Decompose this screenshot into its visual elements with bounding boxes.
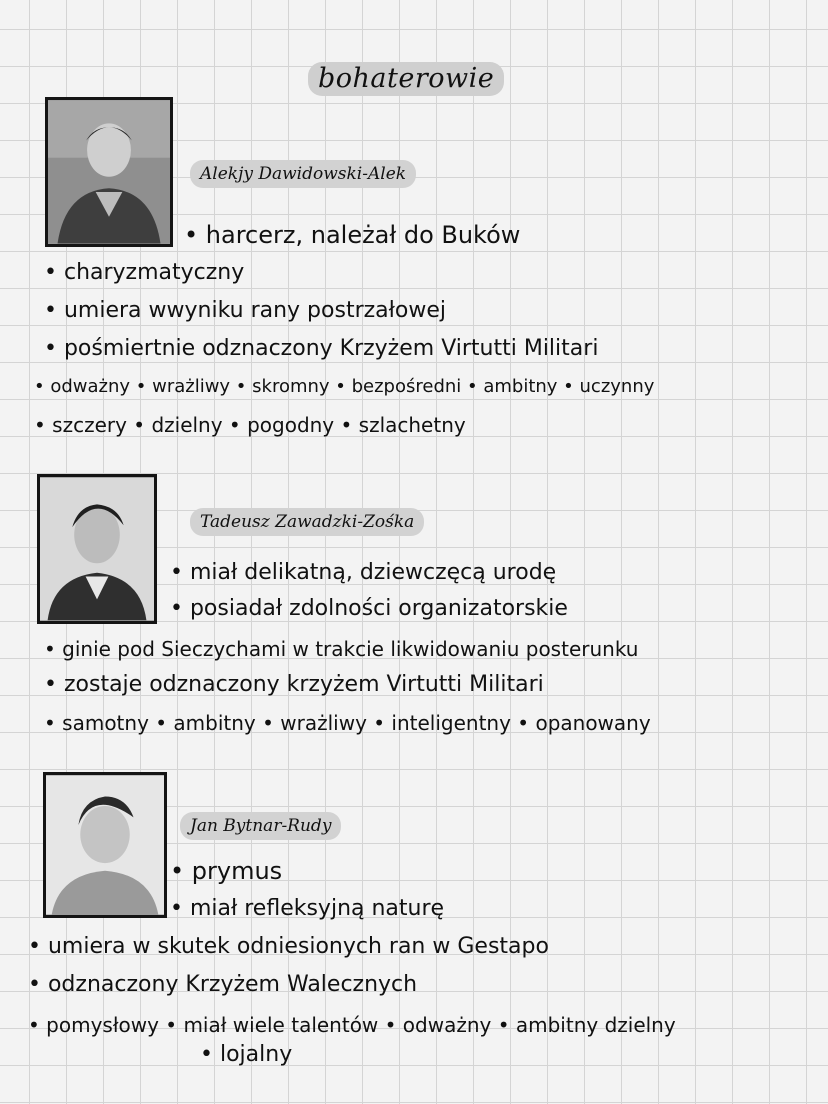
hero-trait-line: • odznaczony Krzyżem Walecznych bbox=[28, 972, 418, 997]
hero-name-tag: Alekjy Dawidowski-Alek bbox=[190, 160, 416, 188]
hero-trait-line: • samotny • ambitny • wrażliwy • inteligentny • opanowany bbox=[44, 711, 651, 735]
hero-trait-line: • odważny • wrażliwy • skromny • bezpośredni • ambitny • uczynny bbox=[34, 376, 655, 397]
hero-name-tag: Jan Bytnar-Rudy bbox=[180, 812, 341, 840]
hero-trait-line: • lojalny bbox=[200, 1042, 293, 1067]
portrait-image bbox=[48, 100, 170, 244]
hero-trait-line: • miał refleksyjną naturę bbox=[170, 896, 445, 921]
hero-trait-line: • pomysłowy • miał wiele talentów • odważny • ambitny dzielny bbox=[28, 1013, 676, 1037]
hero-trait-line: • harcerz, należał do Buków bbox=[184, 221, 521, 249]
hero-trait-line: • prymus bbox=[170, 857, 283, 885]
hero-trait-line: • szczery • dzielny • pogodny • szlachetny bbox=[34, 413, 466, 437]
hero-trait-line: • ginie pod Sieczychami w trakcie likwidowaniu posterunku bbox=[44, 637, 639, 661]
hero-name-tag: Tadeusz Zawadzki-Zośka bbox=[190, 508, 424, 536]
portrait-image bbox=[46, 775, 164, 915]
hero-photo bbox=[45, 97, 173, 247]
hero-trait-line: • umiera w skutek odniesionych ran w Gestapo bbox=[28, 934, 549, 959]
hero-trait-line: • pośmiertnie odznaczony Krzyżem Virtutti Militari bbox=[44, 336, 599, 361]
hero-photo bbox=[43, 772, 167, 918]
hero-trait-line: • umiera wwyniku rany postrzałowej bbox=[44, 298, 446, 323]
portrait-image bbox=[40, 477, 154, 621]
hero-trait-line: • posiadał zdolności organizatorskie bbox=[170, 596, 568, 621]
page-title: bohaterowie bbox=[308, 62, 504, 96]
hero-trait-line: • miał delikatną, dziewczęcą urodę bbox=[170, 560, 557, 585]
hero-photo bbox=[37, 474, 157, 624]
hero-trait-line: • charyzmatyczny bbox=[44, 260, 245, 285]
hero-trait-line: • zostaje odznaczony krzyżem Virtutti Militari bbox=[44, 672, 544, 697]
